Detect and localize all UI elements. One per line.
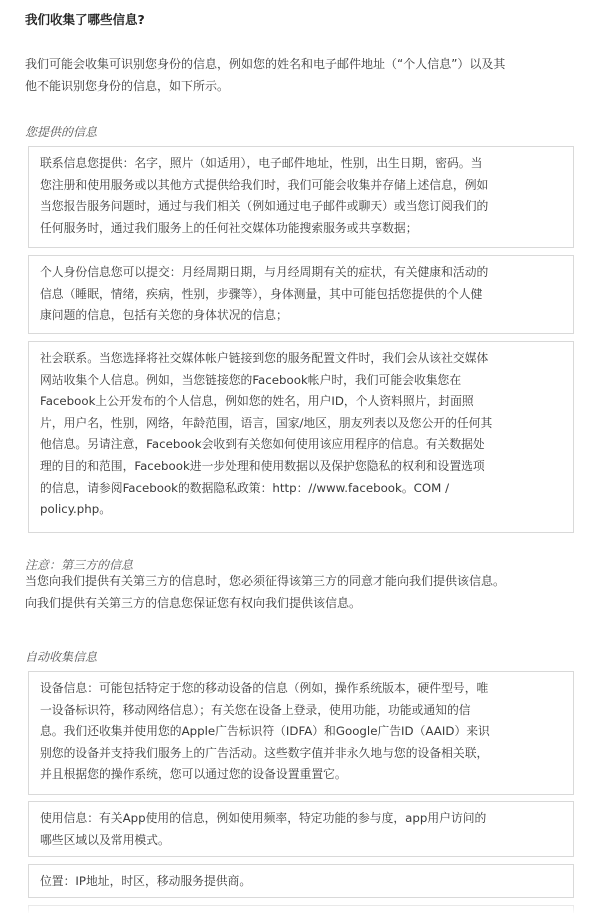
box-line: policy.php。 (40, 502, 112, 517)
box-line: 网站收集个人信息。例如，当您链接您的Facebook帐户时，我们可能会收集您在 (40, 372, 462, 387)
box-line: 的信息，请参阅Facebook的数据隐私政策：http：//www.facebook。COM / (40, 480, 450, 495)
box-line: 任何服务时，通过我们服务上的任何社交媒体功能搜索服务或共享数据； (40, 220, 418, 235)
box-line: 位置：IP地址，时区，移动服务提供商。 (40, 874, 252, 888)
box-line: 理的目的和范围，Facebook进一步处理和使用数据以及保护您隐私的权利和设置选项 (40, 458, 485, 473)
third-party-line: 向我们提供有关第三方的信息您保证您有权向我们提供该信息。 (25, 595, 362, 610)
box-line: 当您报告服务问题时，通过与我们相关（例如通过电子邮件或聊天）或当您订阅我们的 (40, 199, 489, 214)
third-party-paragraph (25, 571, 585, 614)
box-line: 片，用户名，性别，网络，年龄范围，语言，国家/地区，朋友列表以及您公开的任何其 (40, 415, 493, 430)
location-text (40, 871, 566, 893)
contact-info-box (28, 146, 574, 248)
section-title: 我们收集了哪些信息? (25, 12, 145, 27)
box-line: 个人身份信息您可以提交：月经周期日期，与月经周期有关的症状，有关健康和活动的 (40, 265, 489, 279)
box-line: 设备信息：可能包括特定于您的移动设备的信息（例如，操作系统版本，硬件型号，唯 (40, 681, 489, 695)
box-line: 他信息。另请注意，Facebook会收到有关您如何使用该应用程序的信息。有关数据处 (40, 437, 485, 452)
box-line: 息。我们还收集并使用您的Apple广告标识符（IDFA）和Google广告ID（AAID）来识 (40, 724, 490, 739)
personal-id-text (40, 262, 566, 327)
usage-info-text (40, 808, 566, 851)
box-line: 一设备标识符，移动网络信息）；有关您在设备上登录，使用功能，功能或通知的信 (40, 702, 471, 717)
auto-collect-heading: 自动收集信息 (25, 650, 98, 664)
box-line: 哪些区域以及常用模式。 (40, 832, 170, 847)
bottom-fade (0, 899, 600, 913)
social-connections-text (40, 348, 566, 521)
box-line: 社会联系。当您选择将社交媒体帐户链接到您的服务配置文件时，我们会从该社交媒体 (40, 351, 489, 365)
intro-line: 他不能识别您身份的信息，如下所示。 (25, 78, 230, 93)
third-party-line: 当您向我们提供有关第三方的信息时，您必须征得该第三方的同意才能向我们提供该信息。 (25, 574, 506, 588)
box-line: 您注册和使用服务或以其他方式提供给我们时，我们可能会收集并存储上述信息，例如 (40, 177, 489, 192)
social-connections-box (28, 341, 574, 533)
contact-info-text (40, 153, 566, 239)
intro-paragraph (25, 54, 585, 97)
third-party-heading: 注意：第三方的信息 (25, 558, 134, 572)
box-line: Facebook上公开发布的个人信息，例如您的姓名，用户ID，个人资料照片，封面照 (40, 394, 474, 409)
location-box (28, 864, 574, 898)
box-line: 康问题的信息，包括有关您的身体状况的信息； (40, 308, 288, 323)
box-line: 联系信息您提供：名字，照片（如适用），电子邮件地址，性别，出生日期，密码。当 (40, 156, 483, 170)
usage-info-box (28, 801, 574, 857)
personal-id-box (28, 255, 574, 334)
box-line: 并且根据您的操作系统，您可以通过您的设备设置重置它。 (40, 767, 347, 782)
device-info-box (28, 671, 574, 795)
box-line: 使用信息：有关App使用的信息，例如使用频率，特定功能的参与度，app用户访问的 (40, 811, 487, 825)
provided-info-heading: 您提供的信息 (25, 125, 98, 139)
box-line: 信息（睡眠，情绪，疾病，性别，步骤等），身体测量，其中可能包括您提供的个人健 (40, 286, 483, 301)
box-line: 别您的设备并支持我们服务上的广告活动。这些数字值并非永久地与您的设备相关联， (40, 745, 489, 760)
intro-line: 我们可能会收集可识别您身份的信息，例如您的姓名和电子邮件地址（“个人信息”）以及其 (25, 57, 506, 71)
device-info-text (40, 678, 566, 786)
